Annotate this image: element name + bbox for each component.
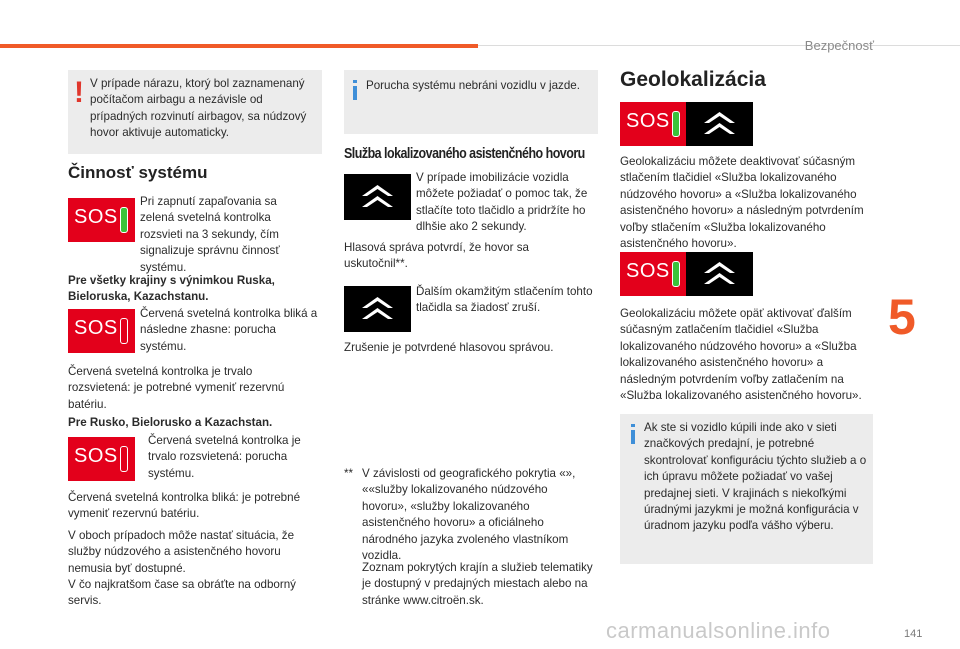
chevron-logo-icon xyxy=(344,286,411,332)
sos-label: SOS xyxy=(74,317,118,339)
info-icon xyxy=(628,424,638,444)
paragraph: Červená svetelná kontrolka bliká a následne zhasne: porucha systému. xyxy=(140,307,318,353)
sos-label: SOS xyxy=(74,206,118,228)
sos-indicator-red xyxy=(68,437,135,481)
chevron-logo-icon xyxy=(686,102,753,146)
assistance-button-image xyxy=(344,286,411,332)
paragraph: V oboch prípadoch môže nastať situácia, že služby núdzového a asistenčného hovoru nemusia byť dostupné. xyxy=(68,529,295,575)
sos-indicator-green xyxy=(68,198,135,242)
info-text: Porucha systému nebráni vozidlu v jazde. xyxy=(366,79,580,92)
paragraph: Červená svetelná kontrolka je trvalo rozsvietená: porucha systému. xyxy=(148,434,301,480)
info-note xyxy=(344,70,598,134)
paragraph: Ďalším okamžitým stlačením tohto tlačidla sa žiadosť zruší. xyxy=(416,285,593,315)
sos-indicator-red xyxy=(68,309,135,353)
section-title: Bezpečnosť xyxy=(804,38,874,53)
info-note xyxy=(620,414,873,564)
chevron-logo-icon xyxy=(686,252,753,296)
paragraph: Hlasová správa potvrdí, že hovor sa uskutočnil**. xyxy=(344,241,529,271)
paragraph: Zrušenie je potvrdené hlasovou správou. xyxy=(344,341,554,354)
paragraph: Červená svetelná kontrolka je trvalo rozsvietená: je potrebné vymeniť rezervnú batériu. xyxy=(68,365,285,411)
page-number: 141 xyxy=(904,628,923,640)
sos-button-image xyxy=(620,102,686,146)
chapter-number: 5 xyxy=(888,289,916,345)
footnote-marker: ** xyxy=(344,467,354,480)
paragraph: V čo najkratšom čase sa obráťte na odborný servis. xyxy=(68,578,296,608)
sos-label: SOS xyxy=(626,260,670,282)
warning-note xyxy=(68,70,322,154)
info-icon xyxy=(350,80,360,100)
sos-button-image xyxy=(620,252,686,296)
subheading: Pre všetky krajiny s výnimkou Ruska, Bieloruska, Kazachstanu. xyxy=(68,274,275,304)
red-led-icon xyxy=(120,318,128,344)
sos-label: SOS xyxy=(626,110,670,132)
heading-assistance-call: Služba lokalizovaného asistenčného hovoru xyxy=(344,146,585,162)
watermark: carmanualsonline.info xyxy=(606,618,831,643)
warning-icon: ! xyxy=(74,76,84,109)
heading-geolocation: Geolokalizácia xyxy=(620,68,766,91)
header-accent-bar xyxy=(0,44,478,48)
heading-system-operation: Činnosť systému xyxy=(68,163,208,182)
warning-text: V prípade nárazu, ktorý bol zaznamenaný počítačom airbagu a nezávisle od prípadných rozvinutí airbagov, sa núdzový hovor aktivuje automaticky. xyxy=(90,77,307,140)
assistance-button-image xyxy=(686,252,753,296)
info-text: Ak ste si vozidlo kúpili inde ako v sieti značkových predajní, je potrebné skontrolovať konfiguráciu týchto služieb a o ich úpravu môžete požiadať vo vašej predajnej sieti. V krajinách s niekoľkými úradnými jazykmi je možná konfigurácia v úradnom jazyku podľa vášho výberu. xyxy=(644,421,867,533)
sos-label: SOS xyxy=(74,445,118,467)
green-led-icon xyxy=(120,207,128,233)
assistance-button-image xyxy=(686,102,753,146)
footnote-text: V závislosti od geografického pokrytia «», ««služby lokalizovaného núdzového hovoru», «služby lokalizovaného asistenčného hovoru» a oficiálneho národného jazyka zvoleného vlastníkom vozidla. xyxy=(362,467,576,563)
paragraph: V prípade imobilizácie vozidla môžete požiadať o pomoc tak, že stlačíte toto tlačidlo a pridržíte ho dlhšie ako 2 sekundy. xyxy=(416,171,588,234)
green-led-icon xyxy=(672,261,680,287)
paragraph: Pri zapnutí zapaľovania sa zelená svetelná kontrolka rozsvieti na 3 sekundy, čím signalizuje správnu činnosť systému. xyxy=(140,195,280,274)
green-led-icon xyxy=(672,111,680,137)
subheading: Pre Rusko, Bielorusko a Kazachstan. xyxy=(68,416,273,429)
footnote-text: Zoznam pokrytých krajín a služieb telematiky je dostupný v predajných miestach alebo na stránke www.citroën.sk. xyxy=(362,561,593,607)
red-led-icon xyxy=(120,446,128,472)
chevron-logo-icon xyxy=(344,174,411,220)
paragraph: Geolokalizáciu môžete opäť aktivovať ďalším súčasným zatlačením tlačidiel «Služba lokalizovaného núdzového hovoru» a «Služba lokalizovaného asistenčného hovoru» a následným potvrdením voľby zatlačením na «Služba lokalizovaného asistenčného hovoru». xyxy=(620,307,862,403)
paragraph: Geolokalizáciu môžete deaktivovať súčasným stlačením tlačidiel «Služba lokalizovaného núdzového hovoru» a «Služba lokalizovaného asistenčného hovoru» a následným potvrdením voľby stlačením «Služba lokalizovaného asistenčného hovoru». xyxy=(620,155,864,251)
header-rule xyxy=(478,45,960,46)
paragraph: Červená svetelná kontrolka bliká: je potrebné vymeniť rezervnú batériu. xyxy=(68,491,301,521)
assistance-button-image xyxy=(344,174,411,220)
